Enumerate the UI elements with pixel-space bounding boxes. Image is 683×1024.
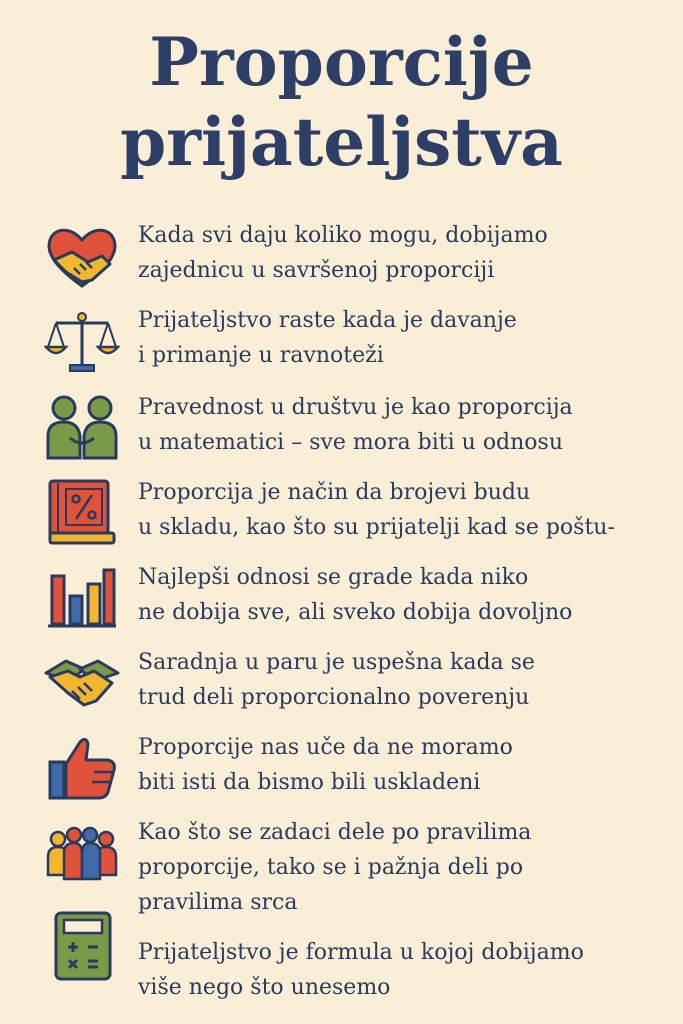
item-line: biti isti da bismo bili uskladeni — [138, 770, 481, 795]
item-line: Proporcija je način da brojevi budu — [138, 480, 531, 505]
item-line: Proporcije nas uče da ne moramo — [138, 735, 513, 760]
item-text — [138, 303, 683, 373]
item-line: Saradnja u paru je uspešna kada se — [138, 650, 535, 675]
item-text — [138, 935, 683, 1005]
item-line: u skladu, kao što su prijatelji kad se poštu- — [138, 515, 615, 540]
page-title-line-2: prijateljstva — [120, 103, 563, 181]
group-people-icon — [44, 819, 120, 889]
item-line: Najlepši odnosi se grade kada niko — [138, 565, 529, 590]
item-line: više nego što unesemo — [138, 975, 391, 1000]
item-text — [138, 475, 683, 545]
item-text — [138, 218, 683, 288]
bar-chart-icon — [44, 562, 120, 632]
item-line: Prijateljstvo je formula u kojoj dobijamo — [138, 940, 584, 965]
calculator-icon — [44, 911, 120, 981]
page-title-line-1: Proporcije — [149, 23, 534, 101]
item-text — [138, 730, 683, 800]
item-line: u matematici – sve mora biti u odnosu — [138, 430, 564, 455]
item-line: zajednicu u savršenoj proporciji — [138, 258, 495, 283]
item-line: trud deli proporcionalno poverenju — [138, 685, 530, 710]
item-text — [138, 815, 683, 920]
item-line: Kao što se zadaci dele po pravilima — [138, 820, 532, 845]
heart-handshake-icon — [44, 222, 120, 292]
two-people-icon — [44, 392, 120, 462]
item-line: Prijateljstvo raste kada je davanje — [138, 308, 517, 333]
item-text — [138, 390, 683, 460]
item-line: Pravednost u društvu je kao proporcija — [138, 395, 573, 420]
item-text — [138, 560, 683, 630]
handshake-icon — [44, 647, 120, 717]
item-line: Kada svi daju koliko mogu, dobijamo — [138, 223, 548, 248]
item-line: i primanje u ravnoteži — [138, 343, 384, 368]
percent-book-icon — [44, 477, 120, 547]
item-line: ne dobija sve, ali sveko dobija dovoljno — [138, 600, 573, 625]
item-line: proporcije, tako se i pažnja deli po — [138, 855, 524, 880]
page-title — [0, 22, 683, 182]
item-text — [138, 645, 683, 715]
balance-scale-icon — [44, 307, 120, 377]
item-line: pravilima srca — [138, 890, 298, 915]
thumbs-up-icon — [44, 732, 120, 802]
